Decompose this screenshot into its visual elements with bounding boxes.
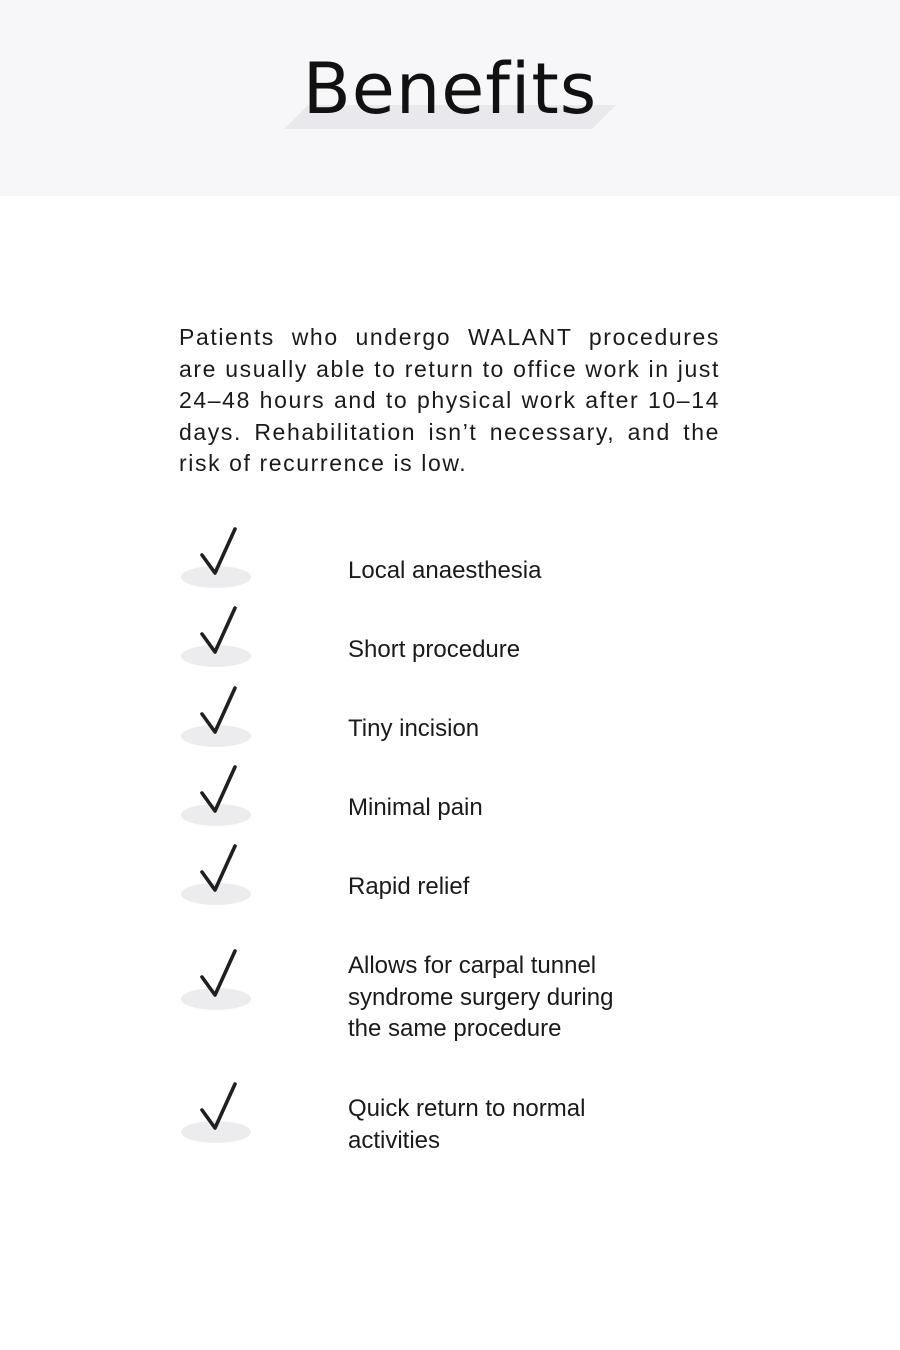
benefit-check bbox=[179, 605, 253, 667]
benefit-check bbox=[179, 843, 253, 905]
checkmark-icon bbox=[199, 526, 239, 578]
intro-paragraph: Patients who undergo WALANT procedures are usually able to return to office work in just 24–48 hours and to physical work after 10–14 days. Rehabilitation isn’t necessary, and the risk of recurrence is low. bbox=[179, 324, 720, 477]
benefit-label: Tiny incision bbox=[348, 715, 480, 742]
benefit-label: Quick return to normal activities bbox=[348, 1095, 586, 1154]
benefit-check bbox=[179, 526, 253, 588]
benefit-check bbox=[179, 948, 253, 1010]
benefit-label: Minimal pain bbox=[348, 794, 483, 821]
checkmark-icon bbox=[199, 685, 239, 737]
checkmark-icon bbox=[199, 843, 239, 895]
page-title: Benefits bbox=[302, 48, 598, 130]
benefit-label: Local anaesthesia bbox=[348, 557, 542, 584]
header-banner bbox=[0, 0, 900, 196]
checkmark-icon bbox=[199, 1081, 239, 1133]
checkmark-icon bbox=[199, 948, 239, 1000]
benefit-check bbox=[179, 685, 253, 747]
benefit-check bbox=[179, 764, 253, 826]
benefit-check bbox=[179, 1081, 253, 1143]
benefit-label: Rapid relief bbox=[348, 873, 470, 900]
benefit-label: Allows for carpal tunnel syndrome surgery during the same procedure bbox=[348, 952, 614, 1043]
checkmark-icon bbox=[199, 764, 239, 816]
checkmark-icon bbox=[199, 605, 239, 657]
benefit-label: Short procedure bbox=[348, 636, 521, 663]
